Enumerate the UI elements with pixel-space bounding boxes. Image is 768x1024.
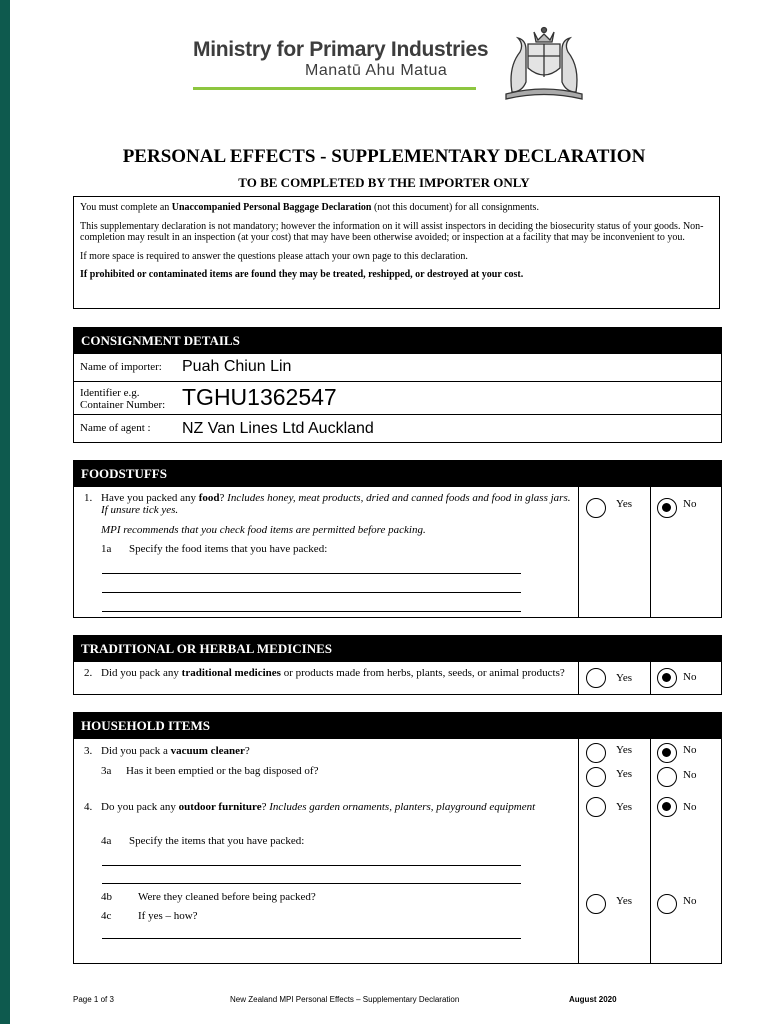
importer-row <box>74 353 721 381</box>
q3-no-label: No <box>683 744 697 756</box>
agent-field[interactable]: NZ Van Lines Ltd Auckland <box>182 420 374 437</box>
logo-underline <box>193 87 476 90</box>
footer-date: August 2020 <box>569 995 617 1004</box>
foodstuffs-section <box>73 460 722 618</box>
org-maori-name: Manatū Ahu Matua <box>305 62 448 79</box>
coat-of-arms-icon <box>494 22 594 102</box>
q2-yes-label: Yes <box>616 672 633 684</box>
intro-paragraph-1: You must complete an Unaccompanied Personal Baggage Declaration (not this document) for all consignments. <box>80 202 539 213</box>
intro-box <box>73 196 720 309</box>
q3-no-radio[interactable] <box>657 743 677 763</box>
question-3-text: Did you pack a vacuum cleaner? <box>101 745 250 757</box>
q3a-no-label: No <box>683 769 697 781</box>
agent-row <box>74 414 721 442</box>
q3a-yes-label: Yes <box>616 768 633 780</box>
question-4c-number: 4c <box>101 910 112 922</box>
q3a-no-radio[interactable] <box>657 767 677 787</box>
question-3a-text: Has it been emptied or the bag disposed of? <box>126 765 319 777</box>
question-3-number: 3. <box>84 745 93 757</box>
q1-no-label: No <box>683 498 697 510</box>
importer-label: Name of importer: <box>80 361 162 373</box>
question-2-text: Did you pack any traditional medicines or products made from herbs, plants, seeds, or animal products? <box>101 667 565 679</box>
consignment-heading: CONSIGNMENT DETAILS <box>74 328 721 353</box>
question-4b-text: Were they cleaned before being packed? <box>138 891 316 903</box>
q4b-yes-radio[interactable] <box>586 894 606 914</box>
footer-page-number: Page 1 of 3 <box>73 995 114 1004</box>
q4b-no-label: No <box>683 895 697 907</box>
question-4-number: 4. <box>84 801 93 813</box>
intro-paragraph-4: If prohibited or contaminated items are found they may be treated, reshipped, or destroyed at your cost. <box>80 269 524 280</box>
question-1a-number: 1a <box>101 543 112 555</box>
column-divider <box>650 487 651 618</box>
q4b-yes-label: Yes <box>616 895 633 907</box>
question-2-row <box>74 661 721 694</box>
q4-no-label: No <box>683 801 697 813</box>
identifier-label: Identifier e.g. Container Number: <box>80 387 166 411</box>
question-3a-number: 3a <box>101 765 112 777</box>
q2-yes-radio[interactable] <box>586 668 606 688</box>
furniture-items-line-1[interactable] <box>102 865 521 866</box>
column-divider <box>578 662 579 695</box>
column-divider <box>650 739 651 964</box>
footer-document-name: New Zealand MPI Personal Effects – Supplementary Declaration <box>230 995 460 1004</box>
question-1-text: Have you packed any food? Includes honey, meat products, dried and canned foods and food in glass jars. If unsure tick yes. <box>101 492 571 516</box>
question-2-number: 2. <box>84 667 93 679</box>
foodstuffs-heading: FOODSTUFFS <box>74 461 721 486</box>
medicines-heading: TRADITIONAL OR HERBAL MEDICINES <box>74 636 721 661</box>
q3a-yes-radio[interactable] <box>586 767 606 787</box>
question-1-number: 1. <box>84 492 93 504</box>
agent-label: Name of agent : <box>80 422 151 434</box>
question-1-row <box>74 486 721 617</box>
cleaning-method-line[interactable] <box>102 938 521 939</box>
page-title: PERSONAL EFFECTS - SUPPLEMENTARY DECLARATION <box>122 146 646 167</box>
q4-yes-radio[interactable] <box>586 797 606 817</box>
q4-no-radio[interactable] <box>657 797 677 817</box>
column-divider <box>650 662 651 695</box>
q3-yes-radio[interactable] <box>586 743 606 763</box>
q1-no-radio[interactable] <box>657 498 677 518</box>
q1-yes-label: Yes <box>616 498 633 510</box>
column-divider <box>578 487 579 618</box>
org-name: Ministry for Primary Industries <box>193 38 489 61</box>
intro-paragraph-3: If more space is required to answer the questions please attach your own page to this declaration. <box>80 250 468 262</box>
question-4b-number: 4b <box>101 891 112 903</box>
q2-no-label: No <box>683 671 697 683</box>
q3-yes-label: Yes <box>616 744 633 756</box>
identifier-field[interactable]: TGHU1362547 <box>182 384 337 410</box>
medicines-section <box>73 635 722 695</box>
page-subtitle: TO BE COMPLETED BY THE IMPORTER ONLY <box>238 175 530 190</box>
food-items-line-1[interactable] <box>102 573 521 574</box>
intro-paragraph-2: This supplementary declaration is not mandatory; however the information on it will assist inspectors in deciding the biosecurity status of your goods. Non-completion may result in an inspection (at your cost) that may have been otherwise avoided; or inspection at a facility that may be inconvenient to you. <box>80 220 704 243</box>
question-4a-text: Specify the items that you have packed: <box>129 835 305 847</box>
q1-yes-radio[interactable] <box>586 498 606 518</box>
q2-no-radio[interactable] <box>657 668 677 688</box>
consignment-section <box>73 327 722 443</box>
furniture-items-line-2[interactable] <box>102 883 521 884</box>
column-divider <box>578 739 579 964</box>
household-questions <box>74 738 721 963</box>
household-heading: HOUSEHOLD ITEMS <box>74 713 721 738</box>
question-4-text: Do you pack any outdoor furniture? Includes garden ornaments, planters, playground equipment <box>101 801 536 813</box>
question-1a-text: Specify the food items that you have packed: <box>129 543 328 555</box>
question-1-note: MPI recommends that you check food items are permitted before packing. <box>101 524 426 536</box>
household-section <box>73 712 722 964</box>
food-items-line-2[interactable] <box>102 592 521 593</box>
importer-field[interactable]: Puah Chiun Lin <box>182 358 292 375</box>
food-items-line-3[interactable] <box>102 611 521 612</box>
question-4a-number: 4a <box>101 835 112 847</box>
identifier-row <box>74 381 721 414</box>
question-4c-text: If yes – how? <box>138 910 198 922</box>
q4b-no-radio[interactable] <box>657 894 677 914</box>
q4-yes-label: Yes <box>616 801 633 813</box>
